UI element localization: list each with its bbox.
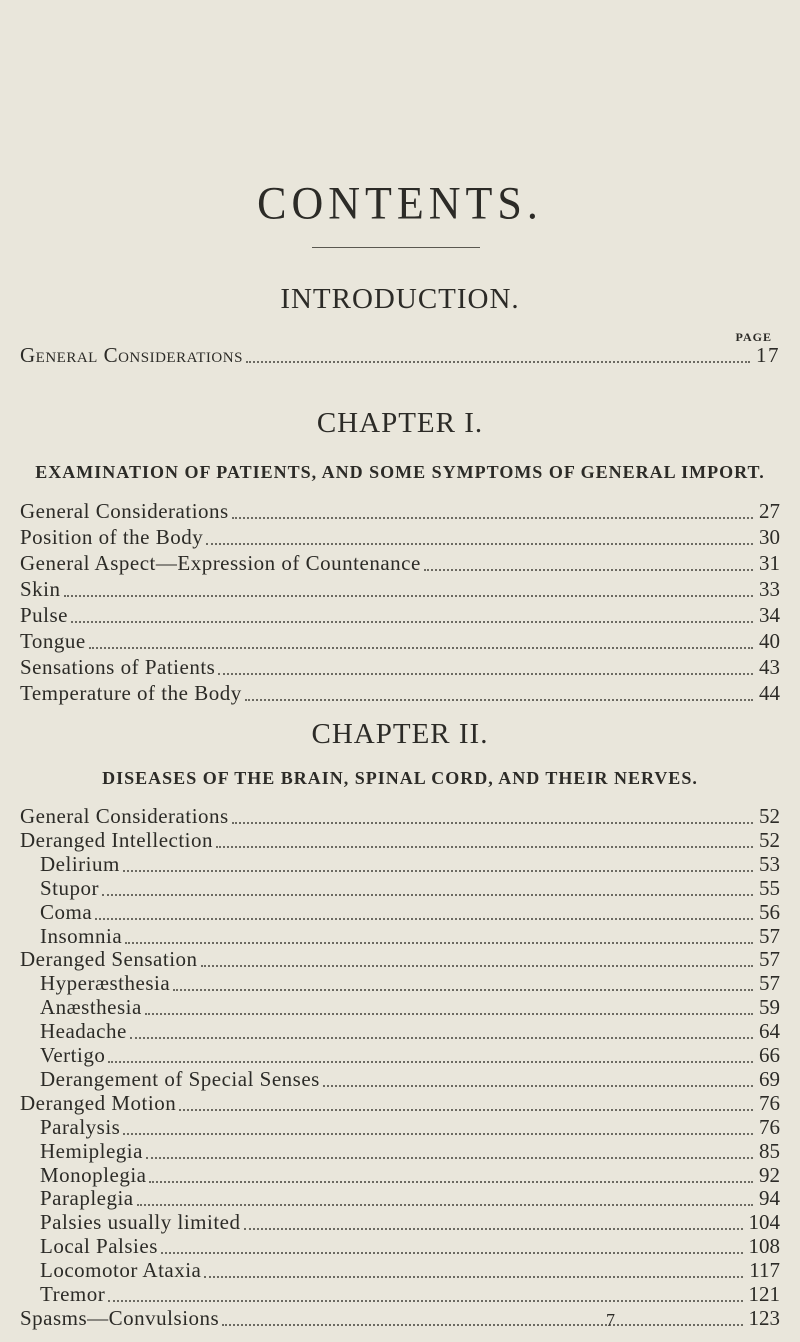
toc-entry (20, 946, 780, 972)
entry-page: 85 (759, 1138, 780, 1163)
leader-dots (245, 699, 753, 701)
toc-entry (20, 803, 780, 829)
entry-label: Derangement of Special Senses (40, 1066, 320, 1091)
entry-label: General Considerations (20, 343, 243, 367)
chapter1-heading: CHAPTER I. (316, 407, 484, 439)
leader-dots (130, 1037, 753, 1039)
leader-dots (323, 1085, 753, 1087)
entry-label: Deranged Motion (20, 1090, 177, 1115)
page-column-label: PAGE (735, 330, 772, 344)
entry-label: Hemiplegia (40, 1138, 143, 1163)
toc-entry (20, 550, 780, 576)
entry-page: 76 (759, 1090, 780, 1115)
entry-page: 92 (759, 1162, 780, 1187)
toc-entry (20, 498, 780, 524)
entry-page: 31 (759, 551, 780, 575)
toc-entry (40, 851, 780, 877)
toc-entry (20, 628, 780, 654)
entry-label: Locomotor Ataxia (40, 1258, 202, 1283)
leader-dots (204, 1276, 743, 1278)
toc-entry (20, 827, 780, 853)
entry-page: 43 (759, 655, 780, 679)
entry-label: General Considerations (20, 804, 229, 828)
entry-page: 30 (759, 525, 780, 549)
entry-label: Skin (20, 577, 61, 601)
entry-page: 34 (759, 603, 780, 627)
entry-page: 57 (759, 923, 780, 948)
entry-label: Vertigo (40, 1043, 106, 1067)
leader-dots (123, 1133, 753, 1135)
entry-page: 52 (759, 804, 780, 828)
leader-dots (218, 673, 753, 675)
leader-dots (232, 822, 753, 824)
leader-dots (137, 1204, 753, 1206)
leader-dots (206, 543, 753, 545)
leader-dots (145, 1013, 753, 1015)
entry-label: Position of the Body (20, 525, 204, 549)
chapter2-heading: CHAPTER II. (311, 718, 489, 750)
title-rule (312, 247, 480, 248)
entry-label: Deranged Intellection (20, 827, 213, 852)
entry-label: General Aspect—Expression of Countenance (20, 551, 421, 575)
page-mark: 7 (606, 1310, 615, 1330)
entry-label: Headache (40, 1019, 127, 1044)
entry-label: Tremor (40, 1282, 106, 1306)
page-title: CONTENTS. (257, 177, 543, 230)
toc-entry (20, 654, 780, 680)
leader-dots (246, 361, 750, 363)
leader-dots (89, 647, 753, 649)
entry-page: 76 (759, 1114, 780, 1139)
entry-label: Sensations of Patients (20, 655, 216, 679)
entry-page: 64 (759, 1019, 780, 1044)
entry-label: Coma (40, 899, 93, 924)
toc-entry (40, 923, 780, 949)
entry-label: Deranged Sensation (20, 947, 198, 972)
entry-page: 57 (759, 947, 780, 972)
toc-entry (40, 1162, 780, 1188)
leader-dots (102, 894, 753, 896)
leader-dots (125, 942, 753, 944)
entry-label: Paraplegia (40, 1186, 134, 1211)
toc-entry (40, 875, 780, 901)
entry-label: General Considerations (20, 499, 229, 523)
leader-dots (146, 1157, 753, 1159)
leader-dots (71, 621, 753, 623)
leader-dots (64, 595, 753, 597)
entry-page: 56 (759, 899, 780, 924)
toc-entry (40, 1114, 780, 1140)
entry-page: 27 (759, 499, 780, 523)
entry-label: Paralysis (40, 1114, 121, 1139)
entry-page: 94 (759, 1186, 780, 1211)
toc-entry (40, 1185, 780, 1211)
leader-dots (108, 1300, 742, 1302)
toc-entry (20, 602, 780, 628)
entry-label: Hyperæsthesia (40, 971, 171, 996)
entry-page: 121 (748, 1282, 780, 1306)
entry-page: 104 (748, 1210, 780, 1235)
entry-label: Tongue (20, 629, 86, 653)
toc-entry (40, 1257, 780, 1283)
entry-page: 44 (759, 681, 780, 705)
entry-page: 59 (759, 995, 780, 1020)
leader-dots (149, 1181, 753, 1183)
entry-page: 117 (749, 1258, 780, 1283)
chapter1-subtitle: EXAMINATION OF PATIENTS, AND SOME SYMPTOMS OF GENERAL IMPORT. (35, 462, 765, 482)
leader-dots (123, 870, 753, 872)
entry-page: 69 (759, 1066, 780, 1091)
entry-page: 66 (759, 1043, 780, 1067)
leader-dots (201, 965, 753, 967)
entry-page: 53 (759, 851, 780, 876)
toc-entry (40, 1066, 780, 1092)
toc-entry (40, 1281, 780, 1307)
toc-entry (20, 576, 780, 602)
entry-label: Palsies usually limited (40, 1210, 241, 1235)
entry-label: Insomnia (40, 923, 123, 948)
toc-entry (20, 680, 780, 706)
toc-entry (40, 1018, 780, 1044)
introduction-heading: INTRODUCTION. (280, 283, 520, 315)
leader-dots (216, 846, 753, 848)
leader-dots (161, 1252, 743, 1254)
intro-entry (20, 342, 780, 368)
entry-label: Stupor (40, 875, 100, 900)
entry-page: 40 (759, 629, 780, 653)
chapter2-subtitle: DISEASES OF THE BRAIN, SPINAL CORD, AND THEIR NERVES. (102, 768, 698, 788)
entry-page: 55 (759, 875, 780, 900)
leader-dots (244, 1228, 743, 1230)
leader-dots (232, 517, 753, 519)
leader-dots (222, 1324, 742, 1326)
entry-label: Temperature of the Body (20, 681, 242, 705)
toc-entry (40, 899, 780, 925)
toc-entry (40, 1042, 780, 1068)
leader-dots (179, 1109, 753, 1111)
entry-label: Delirium (40, 851, 120, 876)
entry-label: Anæsthesia (40, 995, 142, 1020)
leader-dots (173, 989, 753, 991)
leader-dots (95, 918, 753, 920)
toc-entry (40, 994, 780, 1020)
toc-entry (20, 1090, 780, 1116)
entry-page: 108 (748, 1234, 780, 1259)
toc-entry (20, 1305, 780, 1331)
toc-entry (40, 970, 780, 996)
entry-label: Local Palsies (40, 1234, 158, 1259)
entry-page: 17 (756, 343, 780, 367)
leader-dots (108, 1061, 753, 1063)
entry-page: 57 (759, 971, 780, 996)
entry-label: Spasms—Convulsions (20, 1305, 220, 1330)
entry-page: 123 (748, 1305, 780, 1330)
entry-page: 52 (759, 827, 780, 852)
toc-entry (40, 1209, 780, 1235)
toc-entry (40, 1233, 780, 1259)
leader-dots (424, 569, 753, 571)
entry-page: 33 (759, 577, 780, 601)
toc-entry (20, 524, 780, 550)
toc-entry (40, 1138, 780, 1164)
entry-label: Pulse (20, 603, 69, 627)
entry-label: Monoplegia (40, 1162, 147, 1187)
